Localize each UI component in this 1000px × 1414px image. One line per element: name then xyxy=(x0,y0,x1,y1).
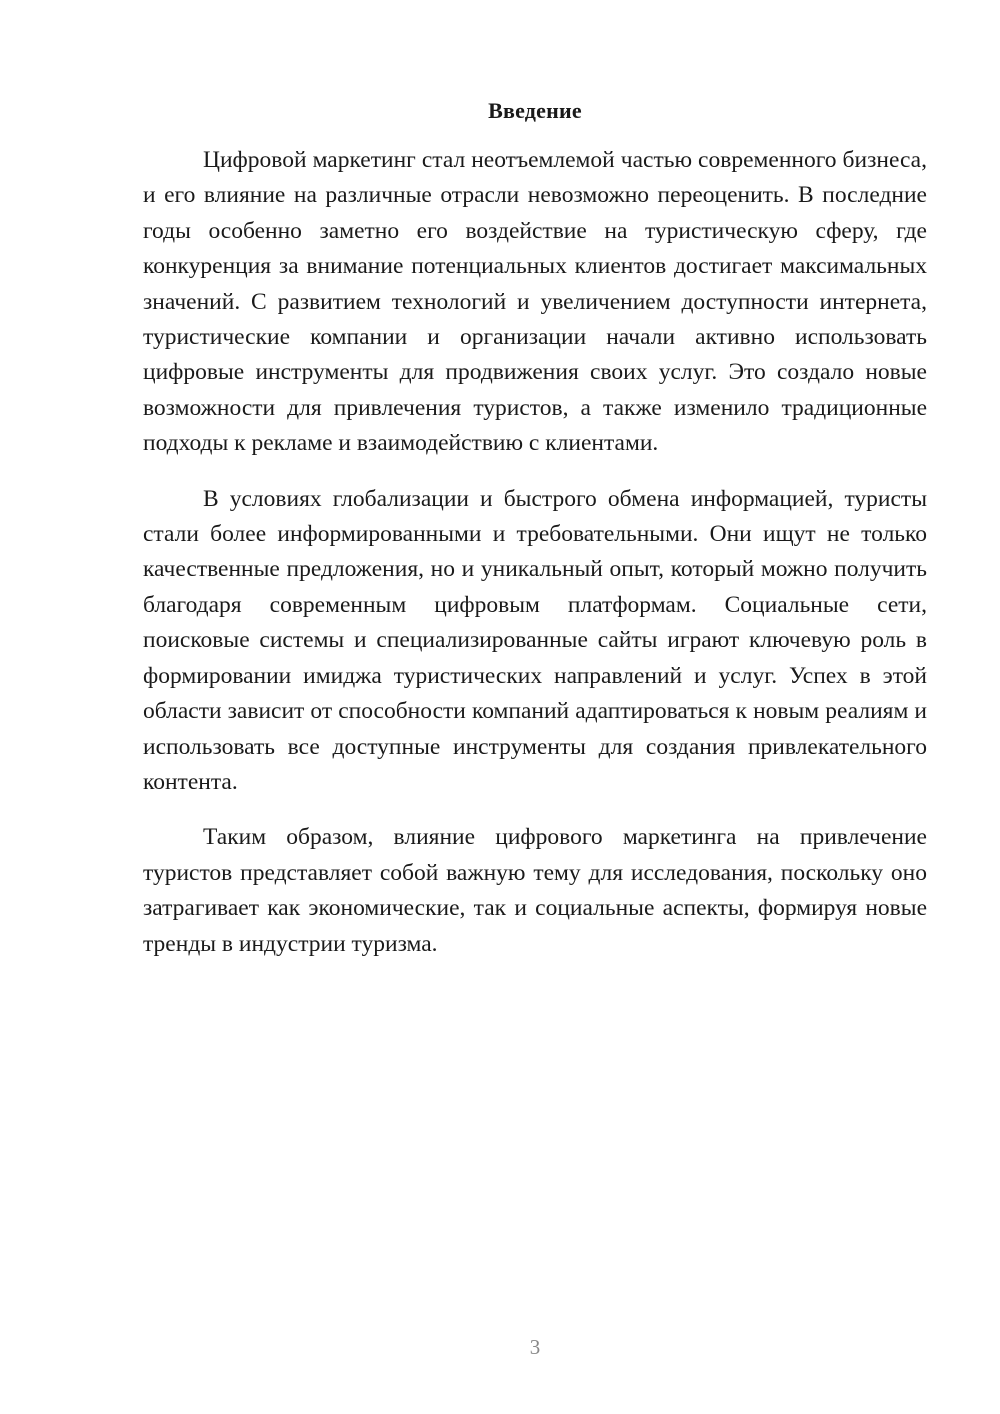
section-title: Введение xyxy=(488,98,582,123)
body-text xyxy=(143,143,927,982)
paragraph-2: В условиях глобализации и быстрого обмена информацией, туристы стали более информированными и требовательными. Они ищут не только качественные предложения, но и уникальный опыт, который можно получить благодаря современным цифровым платформам. Социальные сети, поисковые системы и специализированные сайты играют ключевую роль в формировании имиджа туристических направлений и услуг. Успех в этой области зависит от способности компаний адаптироваться к новым реалиям и использовать все доступные инструменты для создания привлекательного контента. xyxy=(143,485,927,795)
paragraph-1: Цифровой маркетинг стал неотъемлемой частью современного бизнеса, и его влияние на различные отрасли невозможно переоценить. В последние годы особенно заметно его воздействие на туристическую сферу, где конкуренция за внимание потенциальных клиентов достигает максимальных значений. С развитием технологий и увеличением доступности интернета, туристические компании и организации начали активно использовать цифровые инструменты для продвижения своих услуг. Это создало новые возможности для привлечения туристов, а также изменило традиционные подходы к рекламе и взаимодействию с клиентами. xyxy=(143,147,927,457)
page-number: 3 xyxy=(529,1335,541,1359)
paragraph-3: Таким образом, влияние цифрового маркетинга на привлечение туристов представляет собой важную тему для исследования, поскольку оно затрагивает как экономические, так и социальные аспекты, формируя новые тренды в индустрии туризма. xyxy=(143,824,927,957)
